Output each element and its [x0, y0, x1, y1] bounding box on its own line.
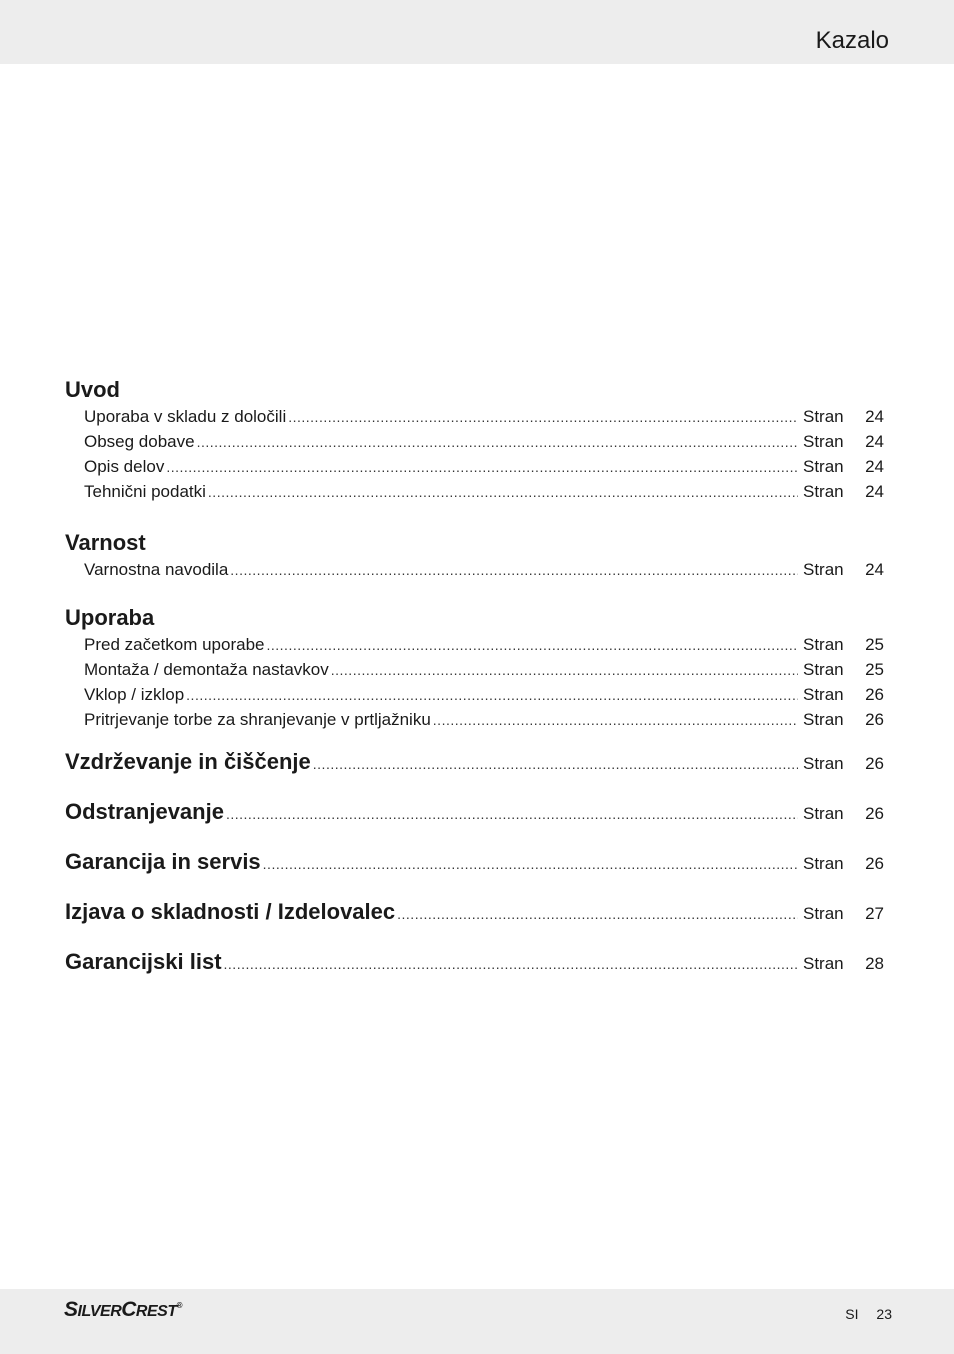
page-info: [845, 1306, 892, 1322]
page-number: 24: [865, 482, 884, 501]
toc-entry[interactable]: [65, 454, 884, 479]
section-spacer: [65, 732, 884, 747]
dot-leader: [267, 633, 799, 658]
section-heading: Varnost: [65, 530, 146, 555]
toc-entry[interactable]: [65, 479, 884, 504]
entry-title: Opis delov: [84, 457, 165, 476]
entry-title: Odstranjevanje: [65, 799, 224, 824]
page-label: Stran: [803, 457, 844, 476]
page-number: 26: [865, 710, 884, 729]
toc-entry[interactable]: [65, 682, 884, 707]
sub-entry-list: [65, 557, 884, 582]
entry-title: Garancijski list: [65, 949, 222, 974]
page-label: Stran: [803, 954, 844, 973]
page-label: Stran: [803, 560, 844, 579]
dot-leader: [397, 899, 798, 929]
entry-title: Tehnični podatki: [84, 482, 206, 501]
toc-entry[interactable]: [65, 557, 884, 582]
silvercrest-logo: [64, 1298, 182, 1322]
dot-leader: [433, 708, 798, 733]
entry-title: Montaža / demontaža nastavkov: [84, 660, 329, 679]
toc-entry[interactable]: [65, 404, 884, 429]
dot-leader: [288, 405, 798, 430]
entry-title: Pred začetkom uporabe: [84, 635, 265, 654]
dot-leader: [197, 430, 798, 455]
page-label: Stran: [803, 660, 844, 679]
page-number: 26: [865, 685, 884, 704]
page-number: 24: [865, 407, 884, 426]
toc-major-entry[interactable]: [65, 747, 884, 797]
page-label: Stran: [803, 635, 844, 654]
toc-major-entry[interactable]: [65, 947, 884, 997]
section-spacer: [65, 582, 884, 604]
dot-leader: [263, 849, 798, 879]
section-spacer: [65, 504, 884, 529]
dot-leader: [313, 749, 798, 779]
page-label: Stran: [803, 710, 844, 729]
dot-leader: [186, 683, 798, 708]
entry-title: Uporaba v skladu z določili: [84, 407, 287, 426]
dot-leader: [208, 480, 798, 505]
page-label: Stran: [803, 854, 844, 873]
toc-section-varnost: [65, 529, 884, 582]
toc-major-entry[interactable]: [65, 897, 884, 947]
sub-entry-list: [65, 632, 884, 732]
dot-leader: [230, 558, 798, 583]
page-number: 25: [865, 635, 884, 654]
page-number: 28: [865, 954, 884, 973]
page-number: 24: [865, 457, 884, 476]
logo-letters: ILVER: [77, 1303, 122, 1320]
toc-section-uvod: [65, 376, 884, 504]
toc-section-uporaba: [65, 604, 884, 732]
entry-title: Vklop / izklop: [84, 685, 185, 704]
footer-page-number: 23: [876, 1306, 892, 1322]
toc-major-entry[interactable]: [65, 847, 884, 897]
page-label: Stran: [803, 904, 844, 923]
entry-title: Garancija in servis: [65, 849, 261, 874]
logo-letter: S: [64, 1298, 78, 1321]
section-heading: Uvod: [65, 377, 120, 402]
section-heading: Uporaba: [65, 605, 155, 630]
entry-title: Pritrjevanje torbe za shranjevanje v prtljažniku: [84, 710, 431, 729]
page-title: Kazalo: [815, 27, 889, 54]
toc-entry[interactable]: [65, 657, 884, 682]
registered-mark: ®: [176, 1301, 182, 1310]
entry-title: Varnostna navodila: [84, 560, 229, 579]
logo-letters: REST: [135, 1303, 177, 1320]
dot-leader: [224, 949, 798, 979]
page-number: 26: [865, 804, 884, 823]
page-label: Stran: [803, 685, 844, 704]
logo-letter: C: [121, 1298, 136, 1321]
page-label: Stran: [803, 407, 844, 426]
toc-entry[interactable]: [65, 707, 884, 732]
dot-leader: [166, 455, 798, 480]
page-number: 24: [865, 432, 884, 451]
page-label: Stran: [803, 432, 844, 451]
page-label: Stran: [803, 754, 844, 773]
dot-leader: [331, 658, 798, 683]
dot-leader: [226, 799, 798, 829]
table-of-contents: [65, 376, 884, 997]
toc-entry[interactable]: [65, 429, 884, 454]
page-number: 27: [865, 904, 884, 923]
page-number: 26: [865, 754, 884, 773]
language-code: SI: [845, 1306, 859, 1322]
entry-title: Obseg dobave: [84, 432, 195, 451]
toc-entry[interactable]: [65, 632, 884, 657]
toc-major-entry[interactable]: [65, 797, 884, 847]
entry-title: Vzdrževanje in čiščenje: [65, 749, 311, 774]
sub-entry-list: [65, 404, 884, 504]
page-number: 24: [865, 560, 884, 579]
header-band: [0, 0, 954, 64]
page-label: Stran: [803, 482, 844, 501]
page-number: 26: [865, 854, 884, 873]
page-label: Stran: [803, 804, 844, 823]
entry-title: Izjava o skladnosti / Izdelovalec: [65, 899, 396, 924]
page-number: 25: [865, 660, 884, 679]
